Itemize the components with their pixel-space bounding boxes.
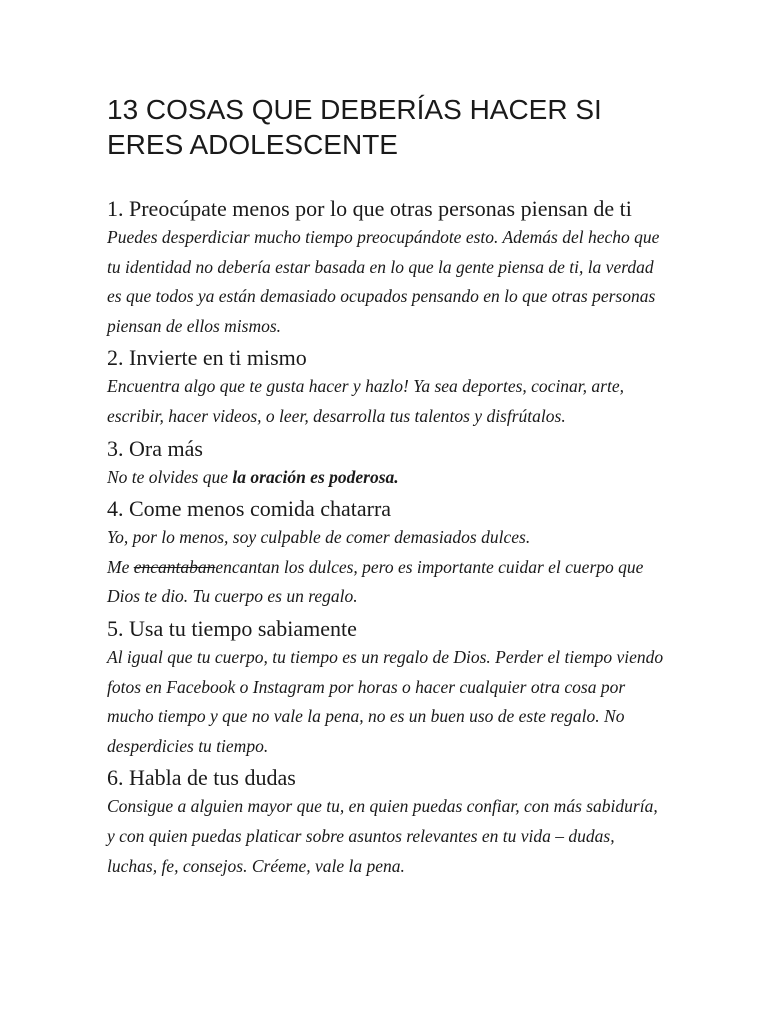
bold-text: la oración es poderosa. [232,466,399,487]
strikethrough-text: encantaban [133,556,216,577]
section-heading: 1. Preocúpate menos por lo que otras personas piensan de ti [107,196,632,221]
section-5 [107,614,667,761]
section-4 [107,494,667,612]
section-body [107,463,667,493]
section-6 [107,763,667,881]
section-3 [107,434,667,493]
section-heading: 3. Ora más [107,435,203,461]
section-heading: 5. Usa tu tiempo sabiamente [107,615,357,641]
section-heading: 2. Invierte en ti mismo [107,345,307,371]
body-text-line1: Yo, por lo menos, soy culpable de comer demasiados dulces. [107,527,531,548]
section-heading: 6. Habla de tus dudas [107,765,296,791]
section-heading: 4. Come menos comida chatarra [107,496,392,522]
body-text-rest: encantan los dulces, pero es importante cuidar el cuerpo que Dios te dio. Tu cuerpo es un regalo. [107,556,644,607]
section-body: Consigue a alguien mayor que tu, en quien puedas confiar, con más sabiduría, y con quien puedas platicar sobre asuntos relevantes en tu vida – dudas, luchas, fe, consejos. Créeme, vale la pena. [107,796,658,876]
document-page [107,92,667,883]
section-2 [107,343,667,431]
section-body: Al igual que tu cuerpo, tu tiempo es un regalo de Dios. Perder el tiempo viendo fotos en Facebook o Instagram por horas o hacer cualquier otra cosa por mucho tiempo y que no vale la pena, no es un buen uso de este regalo. No desperdicies tu tiempo. [107,646,664,756]
section-body: Puedes desperdiciar mucho tiempo preocupándote esto. Además del hecho que tu identidad no debería estar basada en lo que la gente piensa de ti, la verdad es que todos ya están demasiado ocupados pensando en lo que otras personas piensan de ellos mismos. [107,227,660,336]
body-text-me: Me [107,556,134,577]
section-body [107,523,667,612]
document-title: 13 COSAS QUE DEBERÍAS HACER SI ERES ADOLESCENTE [107,94,602,160]
section-1 [107,194,667,341]
body-text: No te olvides que [107,466,233,487]
section-body: Encuentra algo que te gusta hacer y hazlo! Ya sea deportes, cocinar, arte, escribir, hacer videos, o leer, desarrolla tus talentos y disfrútalos. [107,376,624,426]
